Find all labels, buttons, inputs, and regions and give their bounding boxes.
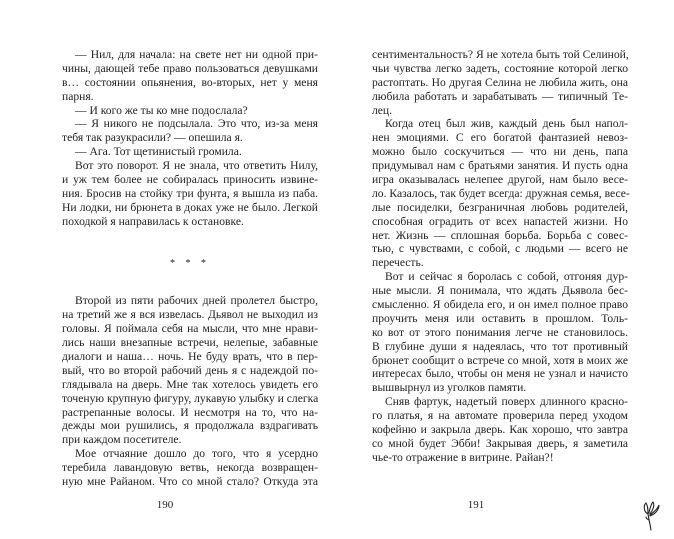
section-separator: * * * (170, 257, 210, 269)
text-line: — Ага. Тот щетинистый громила. (75, 145, 242, 159)
paragraph (62, 48, 318, 104)
text-line: чины, дающей тебе право пользоваться девушками (62, 61, 318, 75)
text-line: ную мне Райаном. Что со мной стало? Откуда эта (62, 475, 318, 489)
text-line: теребила лавандовую ветвь, некогда возвращен- (62, 461, 318, 475)
text-line: походкой я направилась к остановке. (62, 214, 244, 228)
paragraph (62, 447, 318, 489)
text-line: ко вот от этого понимания легче не становилось. (372, 325, 628, 339)
paragraph (62, 117, 318, 145)
paragraph (372, 48, 628, 117)
text-line: Вот это поворот. Я не знала, что ответить Нилу, (75, 159, 318, 173)
text-line: ные мысли. Я понимала, что ждать Дьявола бес- (372, 284, 628, 298)
text-line: вышвырнул из уголков памяти. (372, 381, 527, 395)
text-line: лись наши внезапные встречи, нелепые, забавные (62, 336, 318, 350)
text-line: нет. Жизнь — сплошная борьба. Борьба с совес- (372, 228, 628, 242)
text-line: парня. (62, 89, 94, 103)
text-line: — И кого же ты ко мне подослала? (75, 103, 248, 117)
text-line: ло. Казалось, так будет всегда: дружная семья, весе- (372, 186, 630, 200)
text-line: го платья, я на автомате проверила перед уходом (372, 409, 628, 423)
paragraph (62, 294, 318, 447)
paragraph (372, 270, 628, 395)
text-line: Вот и сейчас я боролась с собой, отгоняя дур- (385, 270, 628, 284)
text-line: диалоги и наша… ночь. Не буду врать, что в пер- (62, 350, 318, 364)
text-line: брюнет сообщит о встрече со мной, хотя в моих же (372, 353, 628, 367)
text-line: перечесть. (372, 256, 424, 270)
text-line: любила работать и зарабатывать — типичный Те- (372, 89, 628, 103)
text-line: в… состоянии опьянения, во-вторых, нет у меня (62, 75, 318, 89)
text-line: тебя так разукрасили? — опешила я. (62, 131, 243, 145)
text-line: растрепанные волосы. И несмотря на то, что на- (62, 405, 318, 419)
page-text (372, 48, 628, 465)
text-line: нен эмоциями. С его богатой фантазией невоз- (372, 131, 628, 145)
page-number: 191 (467, 499, 485, 511)
text-line: Мое отчаяние дошло до того, что я усердно (75, 447, 318, 461)
text-line: Сняв фартук, надетый поверх длинного красно- (385, 395, 628, 409)
text-line: игра оказывалась нелепее другой, нам было весе- (372, 173, 628, 187)
text-line: — Нил, для начала: на свете нет ни одной при- (75, 48, 318, 61)
text-line: придумывал нам с братьями занятия. И пусть одна (372, 159, 628, 173)
right-page (337, 0, 674, 539)
text-line: головы. Я поймала себя на мысли, что мне нрави- (62, 322, 318, 336)
text-line: и уж тем более не собиралась приносить извине- (62, 173, 318, 187)
text-line: чье-то отражение в витрине. Райан?! (372, 450, 554, 464)
text-line: Когда отец был жив, каждый день был напол- (385, 117, 628, 131)
lavender-sprig-icon (640, 500, 662, 532)
text-line: при каждом посетителе. (62, 433, 182, 447)
text-line: — Я никого не подсылала. Это что, из-за меня (75, 117, 318, 131)
text-line: на третий же я вся извелась. Дьявол не выходил из (62, 308, 318, 322)
text-line: чьи чувства легко задеть, состояние которой легко (372, 61, 628, 75)
text-line: интересах было, чтобы он меня не узнал и начисто (372, 367, 628, 381)
text-line: Ни лодки, ни брюнета в доках уже не было. Легкой (62, 200, 318, 214)
text-line: лец. (372, 103, 393, 117)
text-line: со мной будет Эбби! Закрывая дверь, я заметила (372, 436, 628, 450)
text-line: сентиментальность? Я не хотела быть той Селиной, (372, 48, 629, 61)
text-line: можно было соскучиться — что ни день, папа (372, 145, 628, 159)
paragraph (62, 104, 318, 118)
text-line: тью, с чувствами, с собой, с людьми — всего не (372, 242, 628, 256)
paragraph (62, 159, 318, 228)
text-line: кофейню и закрыла дверь. Как хорошо, что завтра (372, 423, 628, 437)
text-line: дежды мои рушились, я продолжала вздрагивать (62, 419, 318, 433)
text-line: проучить меня или оставить в прошлом. Толь- (372, 311, 628, 325)
text-line: точеную крупную фигуру, лукавую улыбку и слегка (62, 391, 319, 405)
page-number: 190 (156, 499, 174, 511)
text-line: В глубине души я надеялась, что тот противный (372, 339, 628, 353)
paragraph (62, 145, 318, 159)
text-line: Второй из пяти рабочих дней пролетел быстро, (75, 294, 318, 308)
text-line: растоптать. Но другая Селина не любила жить, она (372, 75, 628, 89)
text-line: глядывала на дверь. Мне так хотелось увидеть его (62, 377, 318, 391)
text-line: лые посиделки, безграничная любовь родителей, (372, 200, 628, 214)
paragraph (372, 395, 628, 464)
paragraph (372, 117, 628, 270)
text-line: вый, что во второй рабочий день я с надеждой по- (62, 363, 318, 377)
text-line: смысленно. Я обидела его, и он имел полное право (372, 298, 628, 312)
page-text (62, 48, 318, 489)
text-line: способная оградить от всех напастей жизни. Но (372, 214, 628, 228)
text-line: ния. Бросив на стойку три фунта, я вышла из паба. (62, 186, 318, 200)
